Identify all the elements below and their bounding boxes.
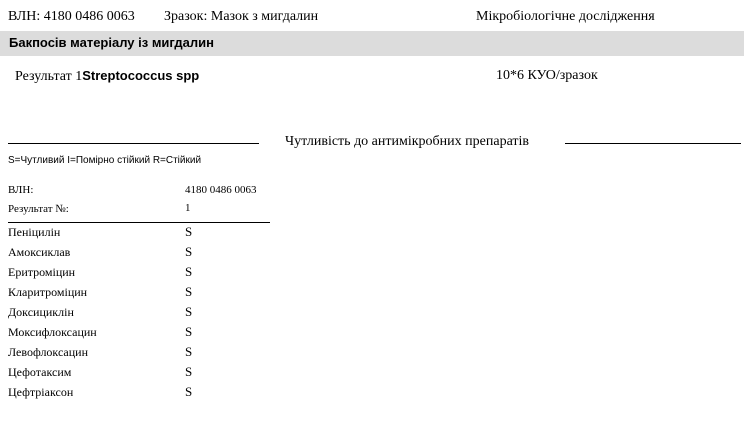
vln-value: 4180 0486 0063	[185, 184, 257, 196]
drug-name: Цефтріаксон	[8, 385, 74, 399]
drug-sensitivity: S	[185, 224, 193, 239]
drug-name: Еритроміцин	[8, 265, 76, 279]
divider-right	[565, 143, 741, 144]
result-line	[15, 68, 199, 85]
vln-header: ВЛН: 4180 0486 0063	[8, 9, 135, 24]
vln-label: ВЛН:	[8, 184, 34, 196]
drug-name: Амоксиклав	[8, 245, 71, 259]
legend: S=Чутливий I=Помірно стійкий R=Стійкий	[8, 155, 202, 166]
result-number-value: 1	[185, 202, 191, 214]
divider-left	[8, 143, 259, 144]
drug-sensitivity: S	[185, 344, 193, 359]
result-count: 10*6 КУО/зразок	[496, 68, 598, 83]
result-number-label: Результат №:	[8, 203, 69, 215]
sample-header: Зразок: Мазок з мигдалин	[164, 9, 319, 24]
drug-name: Моксифлоксацин	[8, 325, 97, 339]
drug-sensitivity: S	[185, 264, 193, 279]
table-header-rule	[8, 222, 270, 223]
sensitivity-title: Чутливість до антимікробних препаратів	[285, 134, 530, 149]
drug-sensitivity: S	[185, 324, 193, 339]
drug-name: Цефотаксим	[8, 365, 72, 379]
section-title: Бакпосів матеріалу із мигдалин	[9, 35, 214, 50]
study-type-header: Мікробіологічне дослідження	[476, 9, 655, 24]
drug-sensitivity: S	[185, 364, 193, 379]
drug-name: Пеніцилін	[8, 225, 61, 239]
drug-sensitivity: S	[185, 304, 193, 319]
result-label: Результат 1	[15, 69, 83, 84]
drug-name: Левофлоксацин	[8, 345, 89, 359]
drug-sensitivity: S	[185, 244, 193, 259]
drug-name: Доксициклін	[8, 305, 74, 319]
drug-sensitivity: S	[185, 284, 193, 299]
result-organism: Streptococcus spp	[82, 68, 200, 83]
drug-name: Кларитроміцин	[8, 285, 88, 299]
drug-sensitivity: S	[185, 384, 193, 399]
